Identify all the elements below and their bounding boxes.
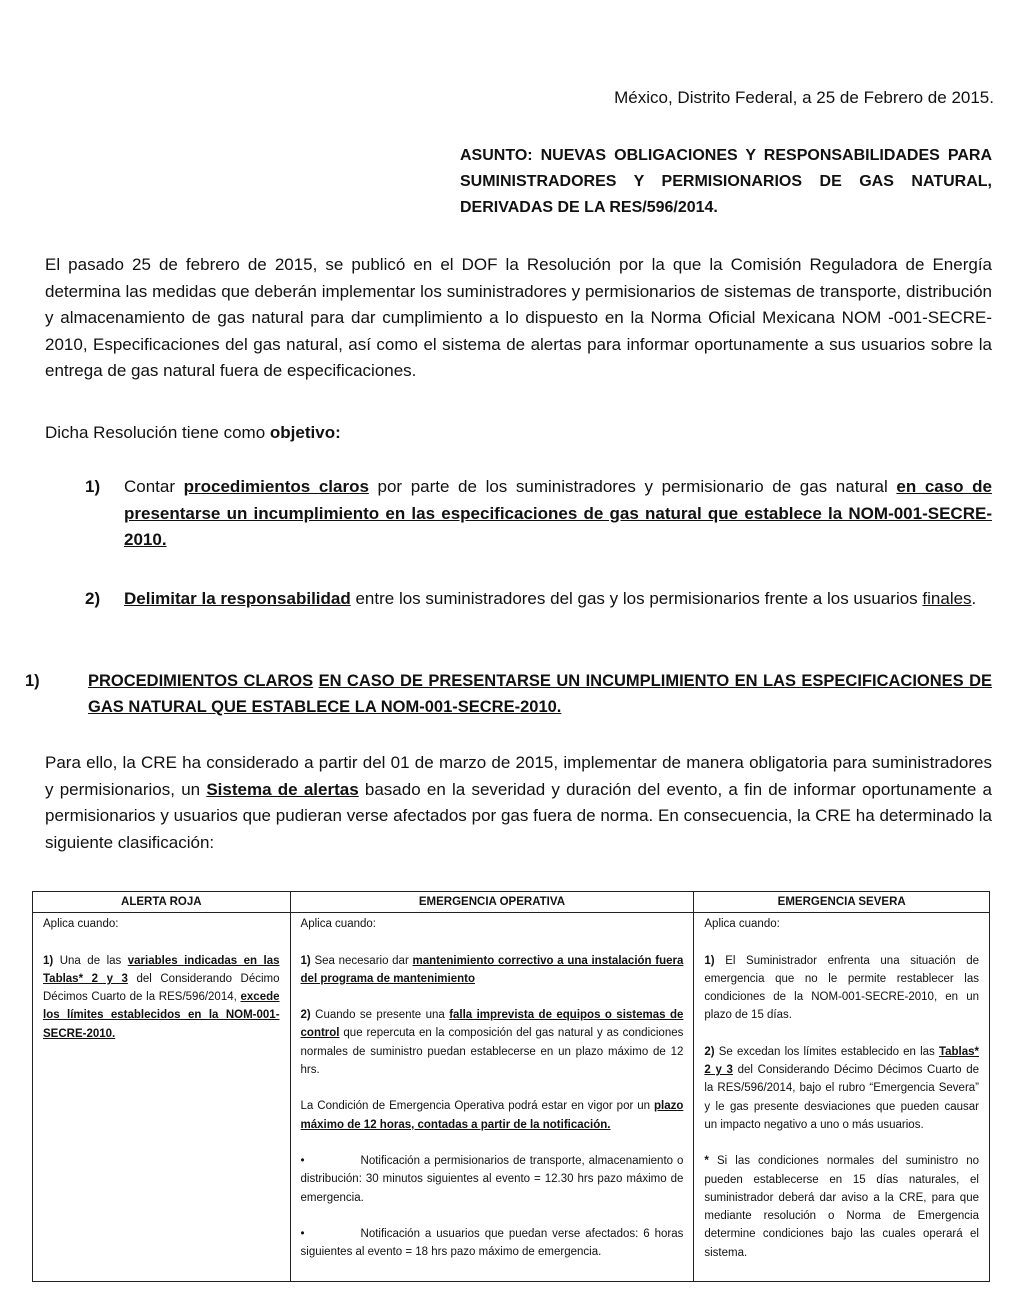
objective-prefix: Dicha Resolución tiene como — [45, 423, 270, 442]
emphasis-run: mantenimiento correctivo a una instalación fuera del programa de mantenimiento — [300, 954, 684, 985]
section-title — [88, 668, 992, 720]
emphasis-run: en caso de presentarse un incumplimiento en las especificaciones de gas natural que establece la NOM-001-SECRE-2010. — [124, 477, 993, 549]
intro-paragraph: El pasado 25 de febrero de 2015, se publicó en el DOF la Resolución por la que la Comisión Reguladora de Energía determina las medidas que deberán implementar los suministradores y permisionarios de sistemas de transporte, distribución y almacenamiento de gas natural para dar cumplimiento a lo dispuesto en la Norma Oficial Mexicana NOM -001-SECRE-2010, Especificaciones del gas natural, así como el sistema de alertas para informar oportunamente a sus usuarios sobre la entrega de gas natural fuera de especificaciones. — [45, 255, 992, 380]
cell-paragraph — [301, 1006, 684, 1079]
text-run: Si las condiciones normales del suministro no pueden establecerse en 15 días naturales, el suministrador deberá dar aviso a la CRE, para que mediante resolución o Norma de Emergencia determine condiciones bajo las cuales operará el sistema. — [704, 1155, 979, 1259]
text-run: Se excedan los límites establecido en las — [714, 1045, 939, 1058]
table-row — [33, 913, 990, 1282]
cell-paragraph — [301, 1152, 684, 1207]
objective-number: 2) — [85, 589, 101, 608]
table-header-row — [33, 892, 990, 913]
text-run: por parte de los suministradores y permisionario de gas natural — [368, 477, 897, 496]
text-run: Notificación a usuarios que puedan verse afectados: 6 horas siguientes al evento = 18 hrs pazo máximo de emergencia. — [300, 1227, 684, 1259]
emphasis-run: variables indicadas en las Tablas* 2 y 3 — [43, 954, 280, 985]
objective-number: 1) — [85, 477, 101, 496]
cell-alerta-roja — [33, 913, 291, 1282]
text-run: del Considerando Décimo Décimos Cuarto de la RES/596/2014, — [43, 972, 280, 1004]
emphasis-run: procedimientos claros — [183, 477, 369, 496]
cell-paragraph — [43, 952, 280, 1043]
item-number: 2) — [300, 1009, 311, 1022]
emphasis-run: Sistema de alertas — [206, 779, 359, 799]
text-run: Cuando se presente una — [310, 1009, 450, 1022]
cell-emergencia-severa — [694, 913, 990, 1282]
cell-lead: Aplica cuando: — [704, 918, 780, 931]
text-run: basado en la severidad y duración del evento, a fin de informar oportunamente a permisionarios y usuarios que pudieran verse afectados por gas fuera de norma. En consecuencia, la CRE ha determinado la siguiente clasificación: — [45, 779, 993, 852]
cell-paragraph — [704, 1043, 979, 1134]
section-title-part: PROCEDIMIENTOS CLAROS — [88, 672, 314, 690]
header-alerta-roja: ALERTA ROJA — [33, 892, 291, 913]
text-run: que repercuta en la composición del gas natural y as condiciones normales de suministro puedan establecerse en un plazo máximo de 12 hrs. — [300, 1027, 684, 1077]
header-emergencia-operativa: EMERGENCIA OPERATIVA — [290, 892, 694, 913]
date-line: México, Distrito Federal, a 25 de Febrero de 2015. — [614, 88, 994, 107]
cell-paragraph — [704, 952, 979, 1025]
text-run: del Considerando Décimo Décimos Cuarto de la RES/596/2014, bajo el rubro “Emergencia Severa” y le gas presente desviaciones que pueden causar un impacto negativo a uno o más usuarios. — [704, 1064, 979, 1131]
item-number: 2) — [704, 1045, 715, 1058]
objective-paragraph — [45, 420, 992, 447]
text-run: entre los suministradores del gas y los permisionarios frente a los usuarios — [350, 589, 923, 608]
cell-paragraph — [301, 1225, 684, 1262]
text-run: . — [971, 589, 977, 608]
cell-emergencia-operativa — [290, 913, 694, 1282]
section-title-part: EN CASO DE PRESENTARSE UN INCUMPLIMIENTO EN LAS ESPECIFICACIONES DE GAS NATURAL QUE ESTABLECE LA NOM-001-SECRE-2010. — [88, 672, 993, 716]
underline-run: finales — [922, 589, 972, 608]
text-run: Notificación a permisionarios de transporte, almacenamiento o distribución: 30 minutos siguientes al evento = 12.30 hrs pazo máximo de emergencia. — [300, 1154, 684, 1204]
text-run: Una de las — [53, 954, 128, 967]
alerts-paragraph — [45, 750, 992, 856]
objective-item-2 — [85, 586, 992, 613]
emphasis-run: excede los límites establecidos en la NOM-001-SECRE-2010. — [43, 991, 280, 1040]
text-run: La Condición de Emergencia Operativa podrá estar en vigor por un — [300, 1100, 654, 1113]
bullet-icon: • — [300, 1227, 305, 1240]
objective-label: objetivo: — [269, 423, 341, 442]
emphasis-run: Delimitar la responsabilidad — [124, 589, 351, 608]
cell-paragraph — [301, 952, 684, 989]
text-run: Contar — [124, 477, 184, 496]
objective-text — [124, 586, 992, 613]
text-run: Para ello, la CRE ha considerado a partir del 01 de marzo de 2015, implementar de manera obligatoria para suministradores y permisionarios, un — [45, 753, 992, 799]
text-run: El Suministrador enfrenta una situación de emergencia que no le permite restablecer las condiciones de la NOM-001-SECRE-2010, en un plazo de 15 días. — [704, 954, 979, 1022]
objective-item-1 — [85, 474, 992, 554]
cell-paragraph — [301, 1097, 684, 1134]
bullet-icon: • — [300, 1154, 305, 1167]
cell-lead: Aplica cuando: — [300, 918, 376, 931]
section-heading — [25, 668, 992, 720]
text-run: Sea necesario dar — [310, 954, 413, 967]
cell-paragraph — [704, 1152, 979, 1262]
emphasis-run: Tablas* 2 y 3 — [704, 1045, 979, 1077]
subject-heading: ASUNTO: NUEVAS OBLIGACIONES Y RESPONSABILIDADES PARA SUMINISTRADORES Y PERMISIONARIOS DE GAS NATURAL, DERIVADAS DE LA RES/596/2014. — [460, 147, 992, 216]
item-number: 1) — [300, 954, 311, 967]
item-number: 1) — [704, 954, 715, 967]
emphasis-run: plazo máximo de 12 horas, contadas a partir de la notificación. — [300, 1100, 684, 1131]
cell-lead: Aplica cuando: — [43, 918, 119, 931]
item-number: 1) — [43, 954, 54, 967]
objective-text — [124, 474, 992, 554]
section-number: 1) — [25, 672, 40, 690]
asterisk-mark: * — [704, 1155, 709, 1168]
emphasis-run: falla imprevista de equipos o sistemas de control — [300, 1009, 684, 1040]
alert-classification-table — [32, 891, 990, 1282]
header-emergencia-severa: EMERGENCIA SEVERA — [694, 892, 990, 913]
